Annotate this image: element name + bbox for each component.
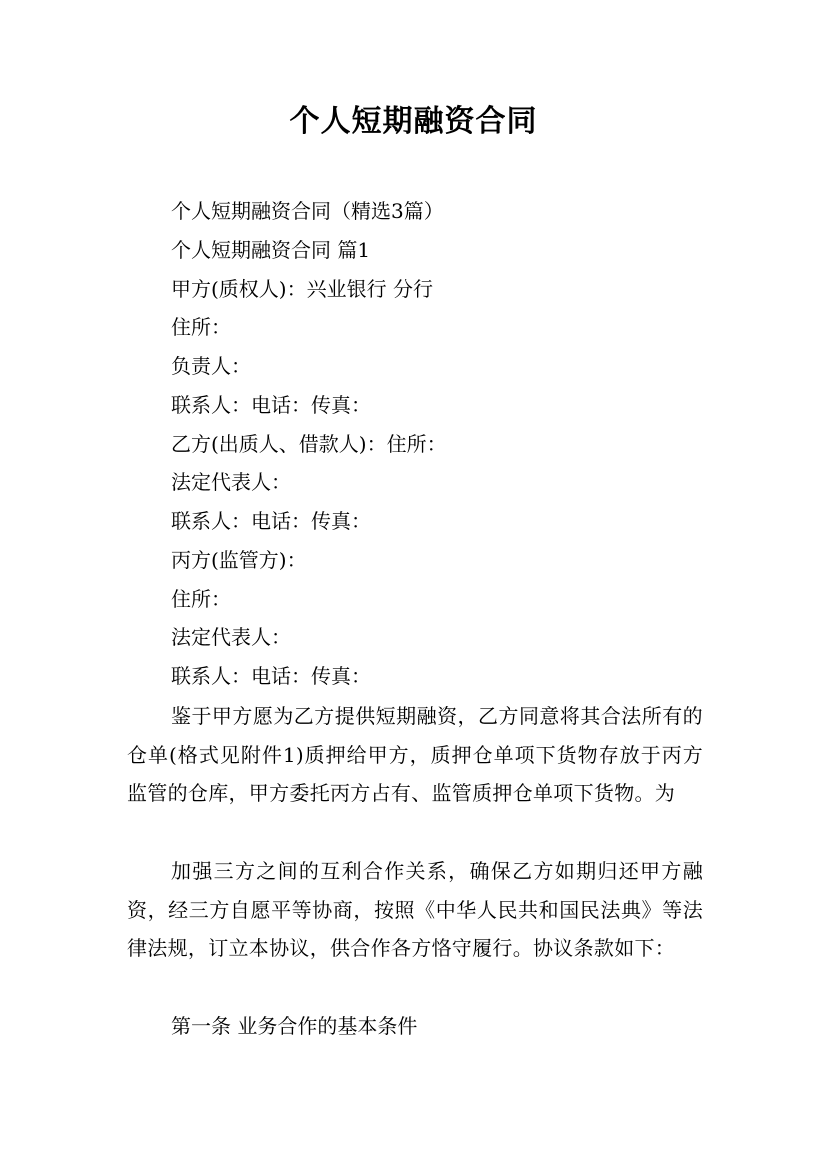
party-c-contact-line: 联系人：电话：传真： (171, 664, 371, 688)
party-a-contact-line: 联系人：电话：传真： (171, 393, 371, 417)
party-a-line: 甲方(质权人)：兴业银行 分行 (171, 277, 433, 301)
section-heading: 个人短期融资合同 篇1 (171, 238, 371, 262)
party-a-principal-line: 负责人： (171, 354, 251, 378)
party-b-representative-line: 法定代表人： (171, 470, 291, 494)
party-c-address-line: 住所： (171, 587, 231, 611)
party-a-address-line: 住所： (171, 315, 231, 339)
document-title: 个人短期融资合同 (289, 104, 538, 139)
party-c-representative-line: 法定代表人： (171, 625, 291, 649)
body-paragraph-2: 加强三方之间的互利合作关系，确保乙方如期归还甲方融资，经三方自愿平等协商，按照《中华人民共和国民法典》等法律法规，订立本协议，供合作各方恪守履行。协议条款如下： (127, 859, 703, 961)
party-c-line: 丙方(监管方)： (171, 548, 307, 572)
party-b-contact-line: 联系人：电话：传真： (171, 509, 371, 533)
party-b-line: 乙方(出质人、借款人)：住所： (171, 432, 447, 456)
body-paragraph-1: 鉴于甲方愿为乙方提供短期融资，乙方同意将其合法所有的仓单(格式见附件1)质押给甲方，质押仓单项下货物存放于丙方监管的仓库，甲方委托丙方占有、监管质押仓单项下货物。为 (127, 704, 703, 806)
article-heading: 第一条 业务合作的基本条件 (171, 1014, 418, 1038)
subtitle-line: 个人短期融资合同（精选3篇） (171, 199, 444, 223)
